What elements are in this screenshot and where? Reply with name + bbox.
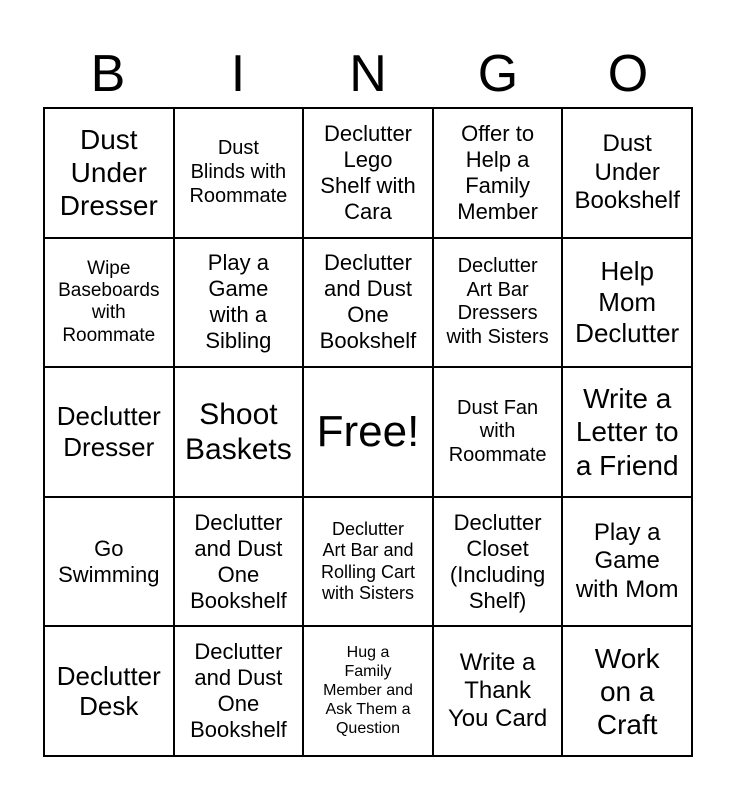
header-letter-n: N [349, 45, 387, 103]
cell-text: Work on a Craft [594, 642, 660, 740]
cell-text: Help Mom Declutter [575, 256, 680, 348]
cell-text: Shoot Baskets [185, 397, 292, 466]
bingo-cell[interactable] [303, 497, 433, 627]
cell-text: Declutter and Dust One Bookshelf [319, 250, 417, 354]
header-letter-g: G [477, 45, 519, 103]
cell-text: Declutter Closet (Including Shelf) [449, 509, 546, 613]
bingo-board [43, 107, 693, 757]
bingo-cell[interactable] [44, 367, 174, 497]
cell-text: Dust Under Dresser [59, 124, 158, 222]
cell-text: Declutter Art Bar Dressers with Sisters [446, 255, 549, 348]
free-space[interactable] [303, 367, 433, 497]
bingo-cell[interactable] [303, 626, 433, 756]
cell-text: Offer to Help a Family Member [457, 120, 538, 224]
bingo-cell[interactable] [174, 497, 304, 627]
bingo-cell[interactable] [433, 497, 563, 627]
cell-text: Declutter Lego Shelf with Cara [320, 120, 416, 224]
bingo-cell[interactable] [562, 367, 692, 497]
bingo-cell[interactable] [433, 626, 563, 756]
bingo-cell[interactable] [433, 367, 563, 497]
bingo-cell[interactable] [174, 367, 304, 497]
cell-text: Play a Game with a Sibling [205, 250, 272, 354]
cell-text: Declutter Art Bar and Rolling Cart with Sisters [320, 519, 416, 603]
bingo-cell[interactable] [562, 497, 692, 627]
bingo-cell[interactable] [44, 497, 174, 627]
bingo-cell[interactable] [433, 108, 563, 238]
bingo-cell[interactable] [174, 626, 304, 756]
cell-text: Go Swimming [58, 535, 160, 587]
bingo-cell[interactable] [303, 238, 433, 368]
bingo-cell[interactable] [562, 108, 692, 238]
cell-text: Declutter Desk [56, 660, 161, 722]
bingo-cell[interactable] [433, 238, 563, 368]
cell-text: Write a Letter to a Friend [575, 383, 679, 481]
bingo-cell[interactable] [562, 238, 692, 368]
bingo-cell[interactable] [44, 108, 174, 238]
header-letter-i: I [230, 45, 246, 103]
bingo-cell[interactable] [562, 626, 692, 756]
cell-text: Dust Blinds with Roommate [189, 137, 288, 207]
cell-text: Dust Under Bookshelf [574, 130, 680, 214]
cell-text: Declutter Dresser [56, 401, 161, 462]
cell-text: Dust Fan with Roommate [448, 396, 547, 466]
free-space-text: Free! [316, 407, 420, 457]
bingo-header [43, 40, 693, 108]
bingo-cell[interactable] [174, 238, 304, 368]
header-letter-b: B [90, 45, 126, 103]
cell-text: Write a Thank You Card [448, 648, 548, 733]
bingo-cell[interactable] [44, 238, 174, 368]
bingo-cell[interactable] [44, 626, 174, 756]
cell-text: Play a Game with Mom [575, 519, 679, 603]
cell-text: Declutter and Dust One Bookshelf [190, 509, 287, 613]
cell-text: Wipe Baseboards with Roommate [58, 257, 160, 346]
header-letter-o: O [607, 45, 649, 103]
bingo-cell[interactable] [174, 108, 304, 238]
cell-text: Hug a Family Member and Ask Them a Question [323, 644, 413, 737]
bingo-cell[interactable] [303, 108, 433, 238]
cell-text: Declutter and Dust One Bookshelf [190, 639, 287, 743]
